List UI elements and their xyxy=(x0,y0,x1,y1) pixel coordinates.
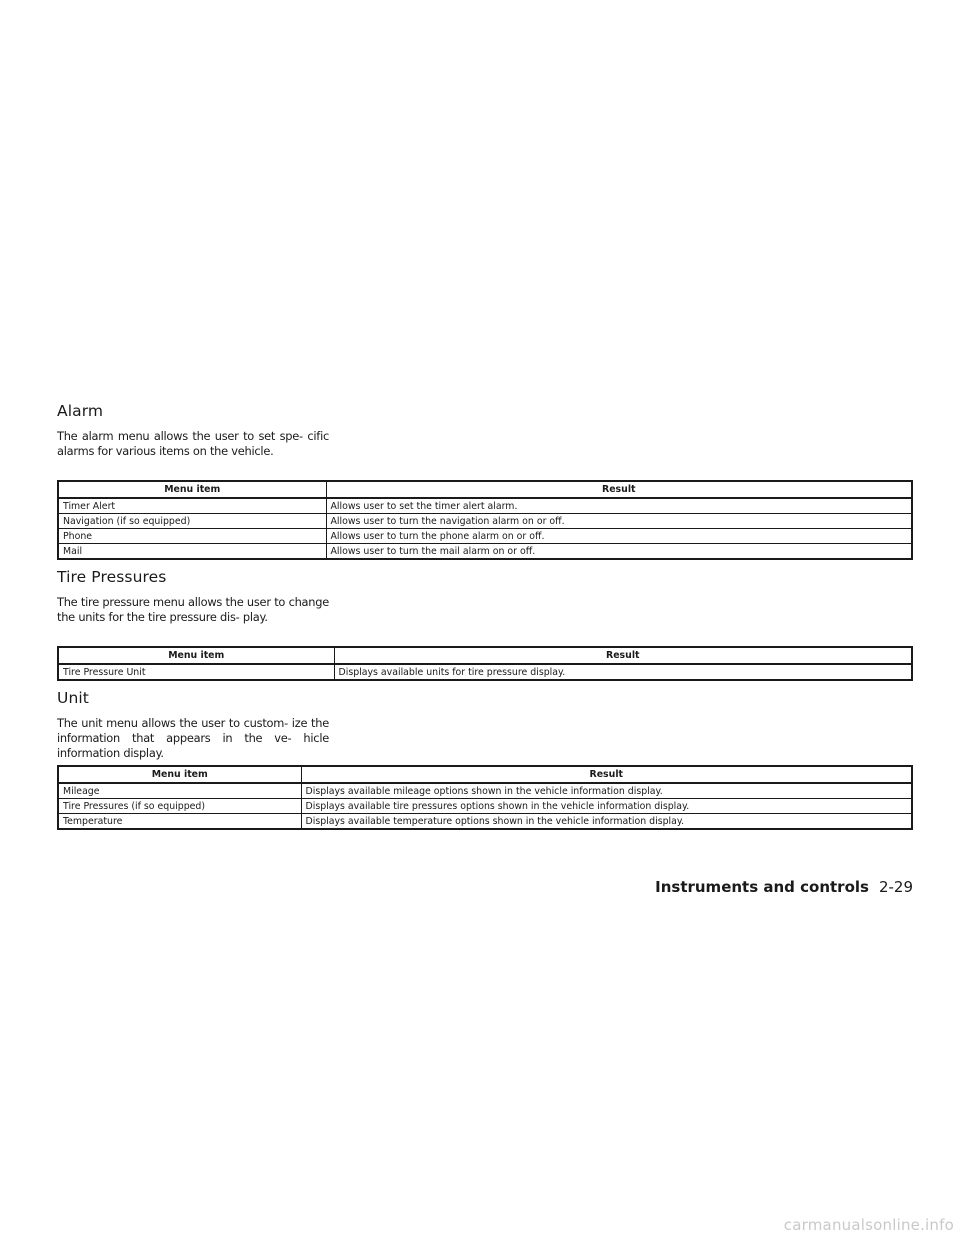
result-cell: Allows user to turn the navigation alarm on or off. xyxy=(326,514,912,529)
table-row xyxy=(58,783,912,799)
alarm-heading: Alarm xyxy=(57,402,104,420)
menu-item-cell: Mileage xyxy=(58,783,301,799)
tire-pressures-section xyxy=(57,568,329,625)
tire-pressures-table xyxy=(57,646,913,681)
result-cell: Displays available temperature options shown in the vehicle information display. xyxy=(301,814,912,830)
tire-pressures-heading: Tire Pressures xyxy=(57,568,167,586)
table-row xyxy=(58,664,912,680)
menu-item-cell: Navigation (if so equipped) xyxy=(58,514,326,529)
menu-item-cell: Tire Pressures (if so equipped) xyxy=(58,799,301,814)
column-header-result: Result xyxy=(301,766,912,783)
menu-item-cell: Mail xyxy=(58,544,326,560)
result-cell: Allows user to set the timer alert alarm. xyxy=(326,498,912,514)
menu-item-cell: Timer Alert xyxy=(58,498,326,514)
table-row xyxy=(58,498,912,514)
result-cell: Displays available units for tire pressure display. xyxy=(334,664,912,680)
result-cell: Allows user to turn the phone alarm on or off. xyxy=(326,529,912,544)
unit-section xyxy=(57,689,329,761)
unit-heading: Unit xyxy=(57,689,89,707)
table-header-row xyxy=(58,647,912,664)
table-header-row xyxy=(58,481,912,498)
table-row xyxy=(58,544,912,560)
menu-item-cell: Tire Pressure Unit xyxy=(58,664,334,680)
result-cell: Displays available tire pressures options shown in the vehicle information display. xyxy=(301,799,912,814)
alarm-paragraph: The alarm menu allows the user to set spe- cific alarms for various items on the vehicle. xyxy=(57,429,329,458)
menu-item-cell: Temperature xyxy=(58,814,301,830)
tire-pressures-paragraph: The tire pressure menu allows the user to change the units for the tire pressure dis- play. xyxy=(57,595,329,624)
unit-table xyxy=(57,765,913,830)
menu-item-cell: Phone xyxy=(58,529,326,544)
column-header-menu-item: Menu item xyxy=(58,766,301,783)
table-row xyxy=(58,529,912,544)
column-header-result: Result xyxy=(334,647,912,664)
unit-paragraph: The unit menu allows the user to custom- ize the information that appears in the ve- hicle information display. xyxy=(57,716,329,760)
chapter-title: Instruments and controls xyxy=(655,878,869,896)
alarm-table xyxy=(57,480,913,560)
table-row xyxy=(58,514,912,529)
alarm-section xyxy=(57,402,329,459)
page-footer xyxy=(655,878,913,896)
table-row xyxy=(58,799,912,814)
column-header-result: Result xyxy=(326,481,912,498)
result-cell: Allows user to turn the mail alarm on or off. xyxy=(326,544,912,560)
table-row xyxy=(58,814,912,830)
column-header-menu-item: Menu item xyxy=(58,481,326,498)
page-number: 2-29 xyxy=(878,878,913,896)
watermark: carmanualsonline.info xyxy=(783,1216,954,1234)
result-cell: Displays available mileage options shown in the vehicle information display. xyxy=(301,783,912,799)
table-header-row xyxy=(58,766,912,783)
column-header-menu-item: Menu item xyxy=(58,647,334,664)
